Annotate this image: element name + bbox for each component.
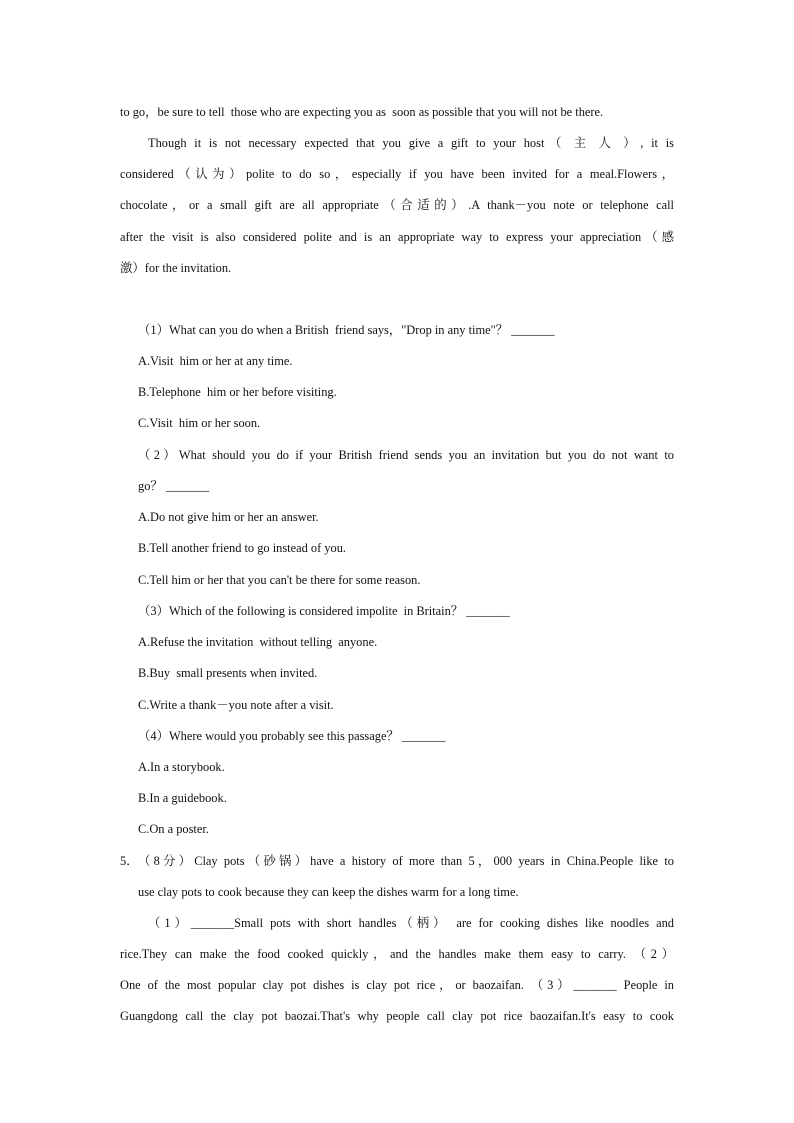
answer-option: A.In a storybook. — [138, 760, 225, 774]
passage-line: considered（认为）polite to do so，especially if you have been invited for a meal.Flowers， — [120, 167, 674, 181]
passage-line: to go，be sure to tell those who are expecting you as soon as possible that you will not be there. — [120, 105, 604, 119]
passage-line: chocolate，or a small gift are all appropriate（合适的）.A thank－you note or telephone call — [120, 198, 674, 212]
answer-option: C.Write a thank－you note after a visit. — [138, 698, 334, 712]
passage-line: Guangdong call the clay pot baozai.That's why people call clay pot rice baozaifan.It's easy to cook — [120, 1009, 674, 1023]
answer-option: A.Do not give him or her an answer. — [138, 510, 319, 524]
answer-option: C.On a poster. — [138, 822, 209, 836]
question-stem: （4）Where would you probably see this passage？ _______ — [138, 729, 446, 743]
answer-option: C.Tell him or her that you can't be there for some reason. — [138, 573, 421, 587]
passage-line: rice.They can make the food cooked quickly，and the handles make them easy to carry. （2） — [120, 947, 674, 961]
answer-option: B.Buy small presents when invited. — [138, 666, 318, 680]
question-stem: （1）What can you do when a British friend says，"Drop in any time"？ _______ — [138, 323, 555, 337]
question-stem-continued: go？ _______ — [138, 479, 210, 493]
answer-option: A.Visit him or her at any time. — [138, 354, 293, 368]
passage-line: One of the most popular clay pot dishes is clay pot rice，or baozaifan. （3）_______ People in — [120, 978, 674, 992]
passage-line: after the visit is also considered polite and is an appropriate way to express your appreciation（感 — [120, 230, 674, 244]
answer-option: A.Refuse the invitation without telling anyone. — [138, 635, 378, 649]
passage-line: Though it is not necessary expected that you give a gift to your host（ 主 人 ）, it is — [148, 136, 674, 150]
question-stem: （2）What should you do if your British friend sends you an invitation but you do not want to — [138, 448, 674, 462]
answer-option: B.Tell another friend to go instead of you. — [138, 541, 347, 555]
answer-option: C.Visit him or her soon. — [138, 416, 261, 430]
question-stem: （8分）Clay pots（砂锅）have a history of more than 5，000 years in China.People like to — [138, 854, 674, 868]
passage-line: 激）for the invitation. — [120, 261, 232, 275]
question-stem-continued: use clay pots to cook because they can keep the dishes warm for a long time. — [138, 885, 519, 899]
answer-option: B.Telephone him or her before visiting. — [138, 385, 337, 399]
question-number: 5． — [120, 854, 139, 868]
passage-line: （1）_______Small pots with short handles（柄） are for cooking dishes like noodles and — [148, 916, 674, 930]
answer-option: B.In a guidebook. — [138, 791, 227, 805]
question-stem: （3）Which of the following is considered impolite in Britain？ _______ — [138, 604, 510, 618]
